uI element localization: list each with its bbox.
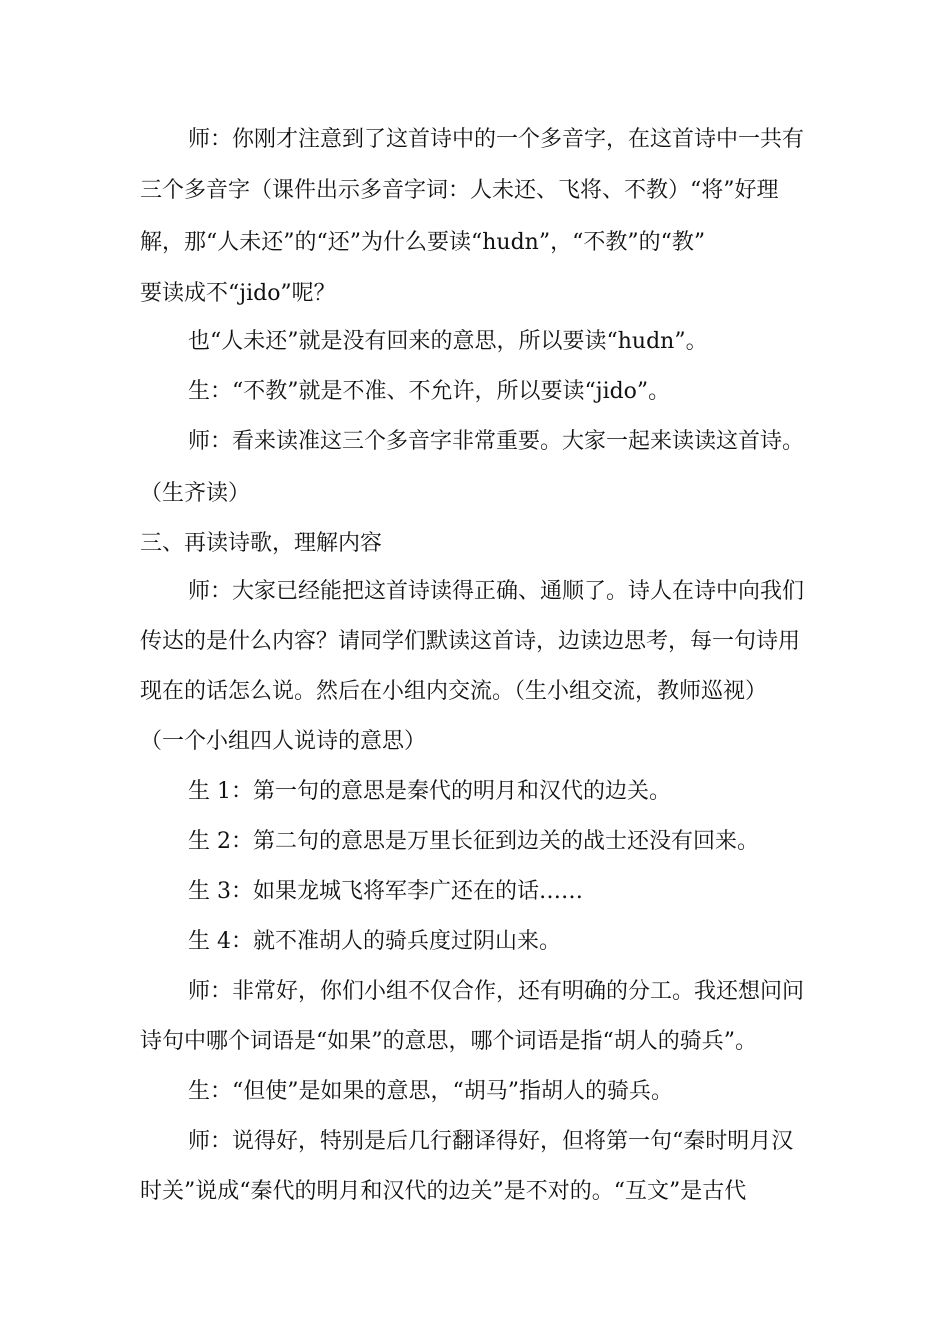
text-line: 现在的话怎么说。然后在小组内交流。（生小组交流，教师巡视） [140,679,768,704]
text-line: 解，那“人未还”的“还”为什么要读“hudn”，“不教”的“教” [140,230,706,255]
text-line: 生：“不教”就是不准、不允许，所以要读“jido”。 [188,379,671,404]
text-line: 生 3：如果龙城飞将军李广还在的话…… [188,879,583,904]
text-line: （一个小组四人说诗的意思） [140,729,427,754]
text-line: （生齐读） [140,481,251,506]
text-line: 要读成不“jido”呢？ [140,281,336,306]
text-line: 生：“但使”是如果的意思，“胡马”指胡人的骑兵。 [188,1079,673,1104]
text-line: 师：说得好，特别是后几行翻译得好，但将第一句“秦时明月汉 [188,1129,794,1154]
section-heading: 三、再读诗歌，理解内容 [140,531,383,556]
text-line: 师：看来读准这三个多音字非常重要。大家一起来读读这首诗。 [188,429,805,454]
text-line: 生 4：就不准胡人的骑兵度过阴山来。 [188,929,561,954]
text-line: 生 1：第一句的意思是秦代的明月和汉代的边关。 [188,779,671,804]
text-line: 传达的是什么内容？请同学们默读这首诗，边读边思考，每一句诗用 [140,629,801,654]
text-line: 诗句中哪个词语是“如果”的意思，哪个词语是指“胡人的骑兵”。 [140,1029,757,1054]
text-line: 师：大家已经能把这首诗读得正确、通顺了。诗人在诗中向我们 [188,579,805,604]
text-line: 生 2：第二句的意思是万里长征到边关的战士还没有回来。 [188,829,759,854]
text-line: 师：你刚才注意到了这首诗中的一个多音字，在这首诗中一共有 [188,127,805,152]
text-line: 时关”说成“秦代的明月和汉代的边关”是不对的。“互文”是古代 [140,1179,747,1204]
text-line: 也“人未还”就是没有回来的意思，所以要读“hudn”。 [188,329,708,354]
text-line: 三个多音字（课件出示多音字词：人未还、飞将、不教）“将”好理 [140,178,779,203]
text-line: 师：非常好，你们小组不仅合作，还有明确的分工。我还想问问 [188,979,805,1004]
